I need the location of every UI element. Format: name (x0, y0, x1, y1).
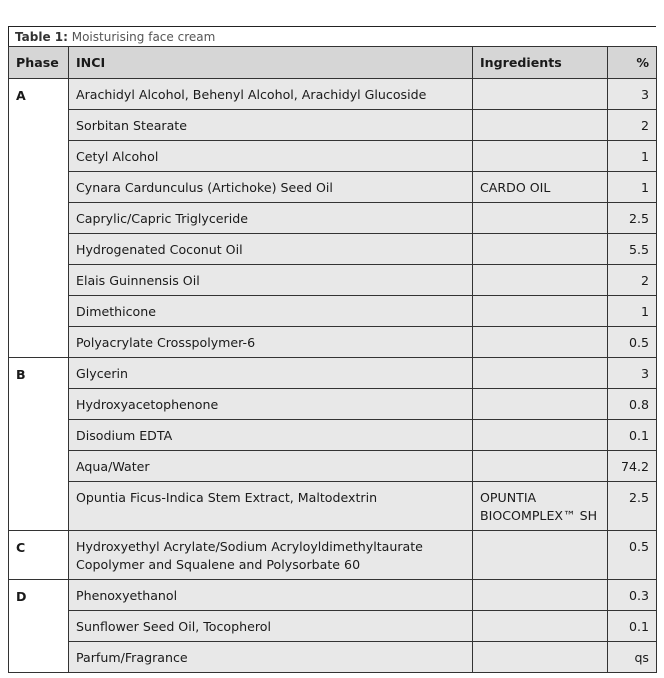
ingredient-cell (473, 327, 608, 358)
table-row (9, 234, 657, 265)
percent-cell: 1 (608, 296, 657, 327)
inci-cell: Dimethicone (69, 296, 473, 327)
inci-cell: Arachidyl Alcohol, Behenyl Alcohol, Arachidyl Glucoside (69, 79, 473, 110)
table-row (9, 327, 657, 358)
table-row (9, 110, 657, 141)
ingredient-cell (473, 110, 608, 141)
ingredient-cell (473, 611, 608, 642)
ingredient-cell (473, 203, 608, 234)
inci-cell: Caprylic/Capric Triglyceride (69, 203, 473, 234)
percent-cell: 0.8 (608, 389, 657, 420)
table-row (9, 296, 657, 327)
formulation-table-container (8, 26, 656, 673)
ingredient-cell (473, 296, 608, 327)
header-percent: % (608, 47, 657, 79)
header-inci: INCI (69, 47, 473, 79)
header-row (9, 47, 657, 79)
table-row (9, 451, 657, 482)
inci-cell: Sorbitan Stearate (69, 110, 473, 141)
header-ingredients: Ingredients (473, 47, 608, 79)
inci-cell: Hydrogenated Coconut Oil (69, 234, 473, 265)
percent-cell: 0.5 (608, 531, 657, 580)
percent-cell: 0.1 (608, 420, 657, 451)
table-row (9, 531, 657, 580)
percent-cell: 0.3 (608, 580, 657, 611)
percent-cell: 3 (608, 358, 657, 389)
ingredient-cell (473, 451, 608, 482)
ingredient-cell (473, 531, 608, 580)
table-caption (8, 26, 656, 46)
inci-cell: Elais Guinnensis Oil (69, 265, 473, 296)
ingredient-cell (473, 642, 608, 673)
inci-cell: Hydroxyethyl Acrylate/Sodium Acryloyldimethyltaurate Copolymer and Squalene and Polysorbate 60 (69, 531, 473, 580)
table-row (9, 420, 657, 451)
ingredient-cell (473, 389, 608, 420)
percent-cell: 1 (608, 172, 657, 203)
percent-cell: 3 (608, 79, 657, 110)
ingredient-cell (473, 580, 608, 611)
inci-cell: Phenoxyethanol (69, 580, 473, 611)
ingredient-cell (473, 234, 608, 265)
percent-cell: qs (608, 642, 657, 673)
percent-cell: 5.5 (608, 234, 657, 265)
percent-cell: 0.5 (608, 327, 657, 358)
percent-cell: 2.5 (608, 203, 657, 234)
percent-cell: 2.5 (608, 482, 657, 531)
inci-cell: Hydroxyacetophenone (69, 389, 473, 420)
inci-cell: Glycerin (69, 358, 473, 389)
header-phase: Phase (9, 47, 69, 79)
table-body (9, 79, 657, 673)
inci-cell: Aqua/Water (69, 451, 473, 482)
inci-cell: Cetyl Alcohol (69, 141, 473, 172)
ingredient-cell (473, 79, 608, 110)
inci-cell: Polyacrylate Crosspolymer-6 (69, 327, 473, 358)
phase-label: A (9, 79, 69, 358)
ingredient-cell (473, 358, 608, 389)
table-row (9, 482, 657, 531)
table-row (9, 79, 657, 110)
percent-cell: 74.2 (608, 451, 657, 482)
table-row (9, 642, 657, 673)
table-caption-title: Moisturising face cream (71, 30, 216, 44)
table-caption-label: Table 1: (15, 30, 68, 44)
percent-cell: 1 (608, 141, 657, 172)
table-row (9, 389, 657, 420)
inci-cell: Parfum/Fragrance (69, 642, 473, 673)
phase-label: D (9, 580, 69, 673)
phase-label: B (9, 358, 69, 531)
percent-cell: 0.1 (608, 611, 657, 642)
ingredient-cell: CARDO OIL (473, 172, 608, 203)
table-row (9, 580, 657, 611)
ingredient-cell: OPUNTIA BIOCOMPLEX™ SH (473, 482, 608, 531)
ingredient-cell (473, 420, 608, 451)
table-row (9, 265, 657, 296)
percent-cell: 2 (608, 265, 657, 296)
table-row (9, 172, 657, 203)
table-row (9, 203, 657, 234)
ingredient-cell (473, 141, 608, 172)
inci-cell: Disodium EDTA (69, 420, 473, 451)
phase-label: C (9, 531, 69, 580)
percent-cell: 2 (608, 110, 657, 141)
table-row (9, 358, 657, 389)
inci-cell: Sunflower Seed Oil, Tocopherol (69, 611, 473, 642)
inci-cell: Opuntia Ficus-Indica Stem Extract, Maltodextrin (69, 482, 473, 531)
ingredient-cell (473, 265, 608, 296)
inci-cell: Cynara Cardunculus (Artichoke) Seed Oil (69, 172, 473, 203)
table-row (9, 611, 657, 642)
formulation-table (8, 46, 657, 673)
table-row (9, 141, 657, 172)
